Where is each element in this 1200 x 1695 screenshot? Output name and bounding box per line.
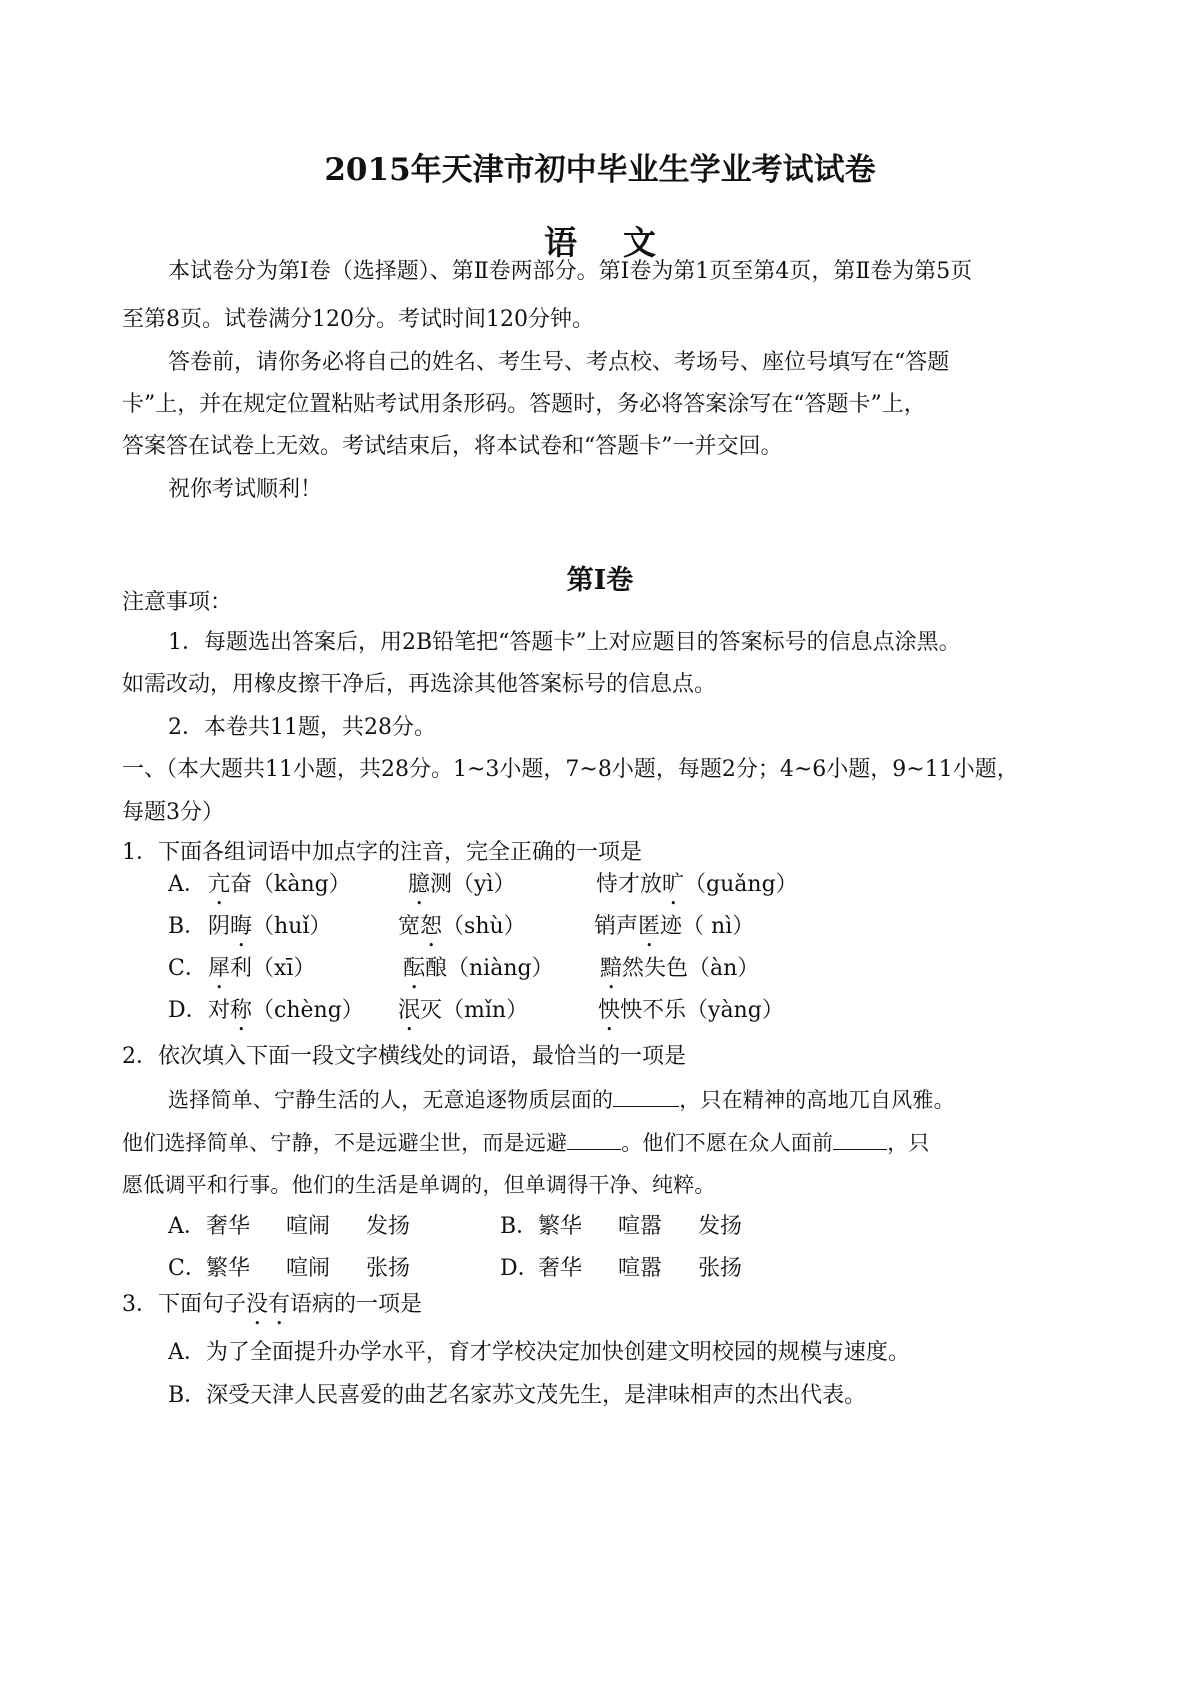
q1-option-a-word-1: 亢奋（kàng） — [208, 872, 351, 897]
q3-option-b: B．深受天津人民喜爱的曲艺名家苏文茂先生，是津味相声的杰出代表。 — [168, 1383, 867, 1408]
q1-option-d-letter: D． — [168, 998, 208, 1023]
q1-option-b-letter: B． — [168, 914, 207, 939]
q2-option-d-word-3: 张扬 — [698, 1256, 743, 1281]
q3-emphasized-words: 没有 — [246, 1292, 291, 1317]
q2-option-c-letter: C． — [168, 1256, 207, 1281]
q2-blank-1 — [613, 1086, 679, 1107]
q2-option-c-word-3: 张扬 — [366, 1256, 411, 1281]
q2-option-d-word-1: 奢华 — [538, 1256, 583, 1281]
notice-heading: 注意事项： — [122, 590, 233, 615]
q1-option-a-word-3: 恃才放旷（guǎng） — [596, 872, 798, 897]
intro-paragraph-2-line-3: 答案答在试卷上无效。考试结束后，将本试卷和“答题卡”一并交回。 — [122, 434, 783, 459]
q2-option-b-word-3: 发扬 — [698, 1214, 743, 1239]
q2-option-d-letter: D． — [500, 1256, 540, 1281]
q2-blank-3 — [833, 1129, 887, 1150]
q2-option-c-word-1: 繁华 — [206, 1256, 251, 1281]
q1-option-a-word-2: 臆测（yì） — [408, 872, 516, 897]
q1-option-c-word-2: 酝酿（niàng） — [403, 956, 554, 981]
q1-option-d-word-3: 怏怏不乐（yàng） — [598, 998, 784, 1023]
q2-option-d-word-2: 喧嚣 — [618, 1256, 663, 1281]
q2-option-b-letter: B． — [500, 1214, 539, 1239]
q1-option-a-letter: A． — [168, 872, 206, 897]
notice-2: 2．本卷共11题，共28分。 — [168, 715, 436, 740]
q2-option-a-letter: A． — [168, 1214, 206, 1239]
notice-1-line-2: 如需改动，用橡皮擦干净后，再选涂其他答案标号的信息点。 — [122, 672, 717, 697]
q2-passage-line-1: 选择简单、宁静生活的人，无意追逐物质层面的 ，只在精神的高地兀自风雅。 — [168, 1088, 955, 1112]
q1-option-c-letter: C． — [168, 956, 207, 981]
intro-paragraph-1-line-2: 至第8页。试卷满分120分。考试时间120分钟。 — [122, 307, 594, 332]
q2-option-a-word-2: 喧闹 — [286, 1214, 331, 1239]
q2-option-c-word-2: 喧闹 — [286, 1256, 331, 1281]
q2-option-a-word-3: 发扬 — [366, 1214, 411, 1239]
intro-paragraph-2-line-1: 答卷前，请你务必将自己的姓名、考生号、考点校、考场号、座位号填写在“答题 — [168, 350, 950, 375]
q1-option-b-word-1: 阴晦（huǐ） — [208, 914, 332, 939]
q2-blank-2 — [567, 1129, 621, 1150]
intro-paragraph-2-line-2: 卡”上，并在规定位置粘贴考试用条形码。答题时，务必将答案涂写在“答题卡”上， — [122, 392, 926, 417]
subject-title: 语 文 — [544, 223, 656, 262]
q1-option-d-word-2: 泯灭（mǐn） — [398, 998, 529, 1023]
question-1-stem: 1．下面各组词语中加点字的注音，完全正确的一项是 — [122, 840, 642, 865]
notice-1-line-1: 1．每题选出答案后，用2B铅笔把“答题卡”上对应题目的答案标号的信息点涂黑。 — [168, 630, 961, 655]
intro-paragraph-1-line-1: 本试卷分为第Ⅰ卷（选择题）、第Ⅱ卷两部分。第Ⅰ卷为第1页至第4页，第Ⅱ卷为第5页 — [168, 259, 973, 284]
q3-option-a: A．为了全面提升办学水平，育才学校决定加快创建文明校园的规模与速度。 — [168, 1340, 910, 1365]
question-3-stem: 3．下面句子没有语病的一项是 — [122, 1292, 423, 1317]
q2-passage-line-3: 愿低调平和行事。他们的生活是单调的，但单调得干净、纯粹。 — [122, 1173, 716, 1197]
q2-option-b-word-2: 喧嚣 — [618, 1214, 663, 1239]
part-instructions-line-1: 一、（本大题共11小题，共28分。1~3小题，7~8小题，每题2分；4~6小题，9~11小题， — [122, 757, 1019, 782]
section-title: 第Ⅰ卷 — [566, 565, 634, 596]
exam-title: 2015年天津市初中毕业生学业考试试卷 — [324, 152, 876, 188]
q1-option-b-word-2: 宽恕（shù） — [398, 914, 526, 939]
q1-option-d-word-1: 对称（chèng） — [208, 998, 364, 1023]
q2-passage-line-2: 他们选择简单、宁静，不是远避尘世，而是远避 。他们不愿在众人面前 ，只 — [122, 1131, 930, 1155]
q2-option-a-word-1: 奢华 — [206, 1214, 251, 1239]
q1-option-c-word-3: 黯然失色（àn） — [600, 956, 760, 981]
q1-option-c-word-1: 犀利（xī） — [208, 956, 316, 981]
good-luck-text: 祝你考试顺利！ — [168, 477, 323, 502]
q2-option-b-word-1: 繁华 — [538, 1214, 583, 1239]
q1-option-b-word-3: 销声匿迹（ nì） — [594, 914, 755, 939]
part-instructions-line-2: 每题3分） — [122, 800, 224, 825]
question-2-stem: 2．依次填入下面一段文字横线处的词语，最恰当的一项是 — [122, 1044, 686, 1069]
